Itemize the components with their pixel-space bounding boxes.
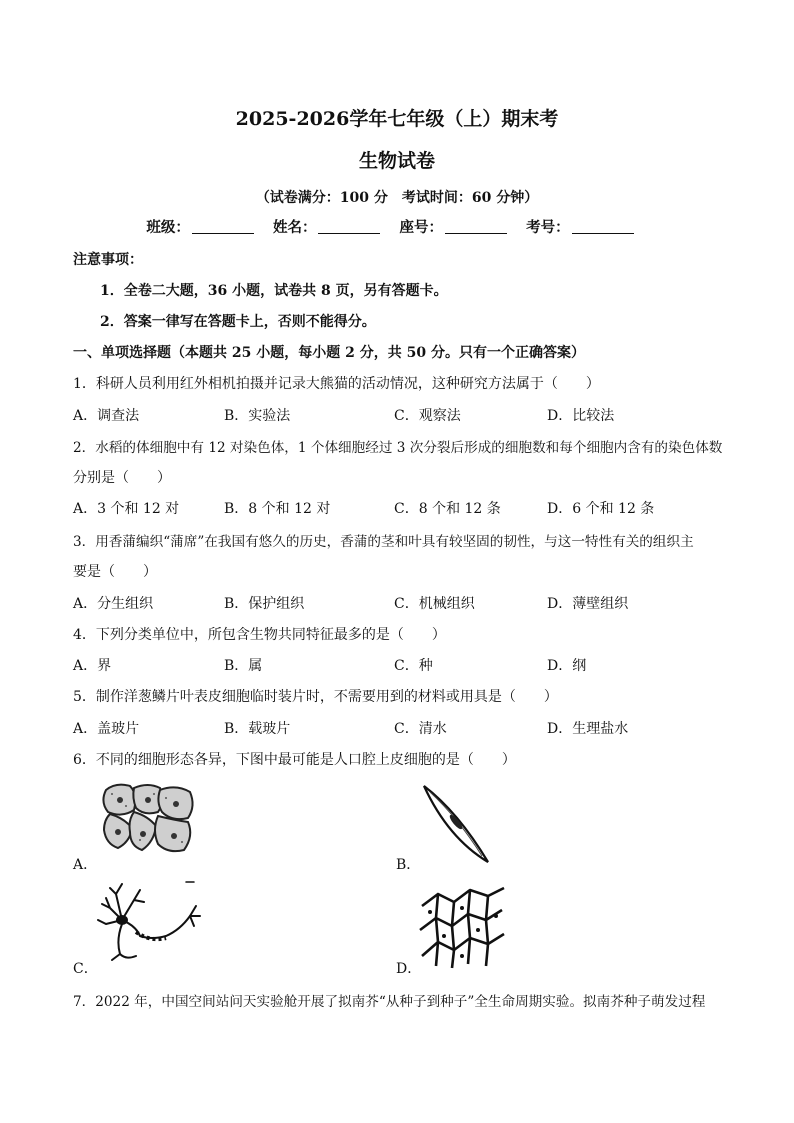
exam-subject: 生物试卷 bbox=[358, 150, 435, 172]
option: B．载玻片 bbox=[224, 721, 291, 737]
name-label: 姓名： bbox=[272, 219, 317, 236]
section-heading: 一、单项选择题（本题共 25 小题，每小题 2 分，共 50 分。只有一个正确答案） bbox=[73, 345, 585, 361]
option: A．盖玻片 bbox=[73, 721, 140, 737]
cell-image-b bbox=[418, 782, 494, 866]
question-stem: 2．水稻的体细胞中有 12 对染色体，1 个体细胞经过 3 次分裂后形成的细胞数和每个细胞内含有的染色体数 bbox=[73, 440, 723, 456]
class-label: 班级： bbox=[146, 219, 190, 236]
option: D．比较法 bbox=[547, 408, 615, 424]
option: B．8 个和 12 对 bbox=[224, 501, 331, 517]
image-label-c: C． bbox=[73, 961, 98, 977]
note-item: 2．答案一律写在答题卡上，否则不能得分。 bbox=[100, 314, 376, 330]
option: C．观察法 bbox=[394, 408, 461, 424]
option: A．调查法 bbox=[73, 408, 140, 424]
image-label-a: A． bbox=[73, 857, 98, 873]
option: D．生理盐水 bbox=[547, 721, 629, 737]
seat-label: 座号： bbox=[399, 219, 444, 236]
question-stem: 5．制作洋葱鳞片叶表皮细胞临时装片时，不需要用到的材料或用具是（ ） bbox=[73, 689, 558, 705]
exam-meta: （试卷满分：100 分 考试时间：60 分钟） bbox=[255, 190, 539, 206]
question-stem: 3．用香蒲编织“蒲席”在我国有悠久的历史，香蒲的茎和叶具有较坚固的韧性，与这一特性有关的组织主 bbox=[73, 534, 694, 550]
notes-heading: 注意事项： bbox=[73, 252, 143, 268]
option: D．纲 bbox=[547, 658, 587, 674]
exam-title: 2025-2026学年七年级（上）期末考 bbox=[235, 108, 559, 130]
exam-number-label: 考号： bbox=[526, 219, 570, 236]
question-stem: 1．科研人员利用红外相机拍摄并记录大熊猫的活动情况，这种研究方法属于（ ） bbox=[73, 376, 600, 392]
seat-blank bbox=[445, 219, 507, 234]
question-stem: 分别是（ ） bbox=[73, 470, 171, 486]
image-label-d: D． bbox=[396, 961, 422, 977]
option: A．分生组织 bbox=[73, 596, 154, 612]
option: B．保护组织 bbox=[224, 596, 305, 612]
student-info-row bbox=[0, 216, 794, 237]
option: A．3 个和 12 对 bbox=[73, 501, 180, 517]
cell-image-c bbox=[96, 880, 206, 966]
option: B．属 bbox=[224, 658, 263, 674]
option: C．清水 bbox=[394, 721, 447, 737]
option: C．种 bbox=[394, 658, 433, 674]
question-stem: 4．下列分类单位中，所包含生物共同特征最多的是（ ） bbox=[73, 627, 446, 643]
exam-number-blank bbox=[572, 219, 634, 234]
option: D．薄壁组织 bbox=[547, 596, 629, 612]
cell-image-d bbox=[418, 886, 506, 970]
name-blank bbox=[318, 219, 380, 234]
option: A．界 bbox=[73, 658, 112, 674]
question-stem: 要是（ ） bbox=[73, 564, 157, 580]
option: D．6 个和 12 条 bbox=[547, 501, 655, 517]
option: C．8 个和 12 条 bbox=[394, 501, 501, 517]
question-stem: 6．不同的细胞形态各异，下图中最可能是人口腔上皮细胞的是（ ） bbox=[73, 752, 516, 768]
cell-image-a bbox=[96, 780, 200, 862]
class-blank bbox=[192, 219, 254, 234]
option: C．机械组织 bbox=[394, 596, 475, 612]
option: B．实验法 bbox=[224, 408, 291, 424]
note-item: 1．全卷二大题，36 小题，试卷共 8 页，另有答题卡。 bbox=[100, 283, 448, 299]
question-stem: 7．2022 年，中国空间站问天实验舱开展了拟南芥“从种子到种子”全生命周期实验。拟南芥种子萌发过程 bbox=[73, 994, 706, 1010]
image-label-b: B． bbox=[396, 857, 421, 873]
